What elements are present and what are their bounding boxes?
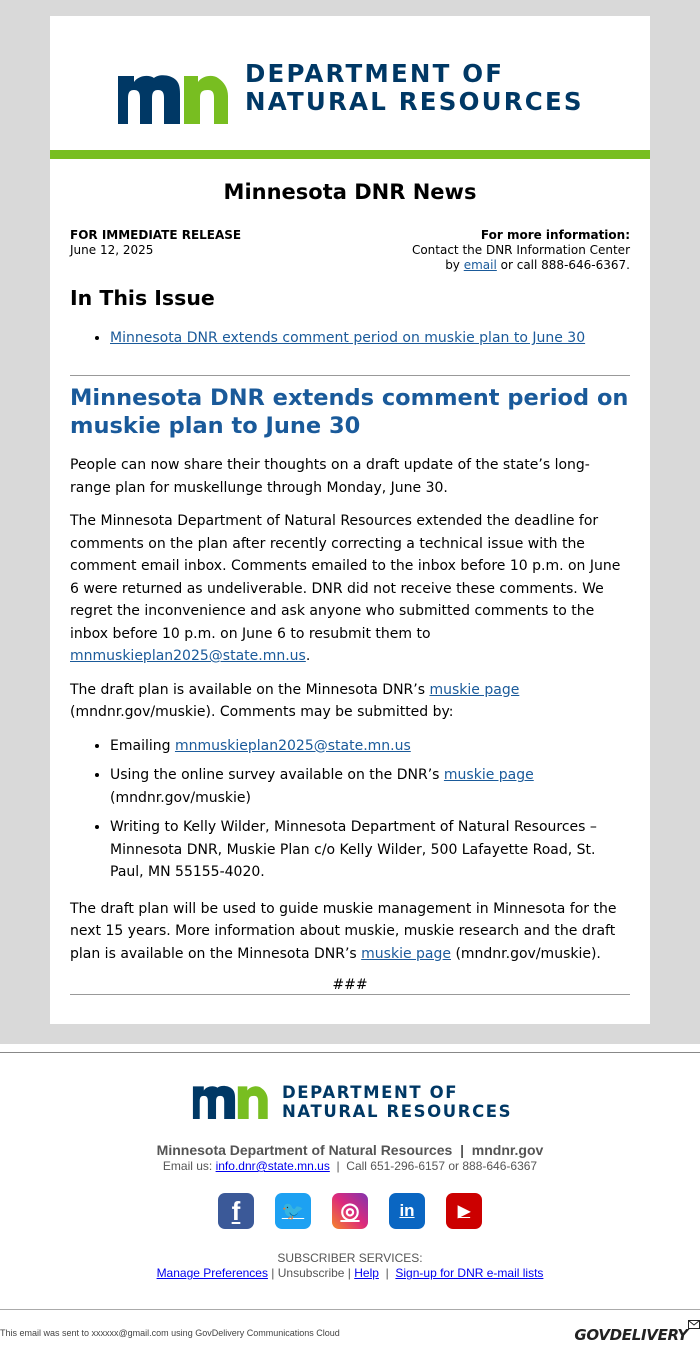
- divider: [70, 994, 630, 995]
- footer-email-link[interactable]: info.dnr@state.mn.us: [215, 1159, 330, 1173]
- twitter-icon[interactable]: 🐦: [275, 1193, 311, 1229]
- article-paragraph: People can now share their thoughts on a draft update of the state’s long-range plan for muskellunge through Monday, June 30.: [70, 457, 590, 496]
- sent-note: This email was sent to xxxxxx@gmail.com using GovDelivery Communications Cloud: [0, 1328, 340, 1338]
- newsletter-card: [50, 16, 650, 1024]
- list-item: [110, 330, 585, 346]
- article-paragraph: The draft plan will be used to guide muskie management in Minnesota for the next 15 years. More information about muskie, muskie research and the draft plan is available on the Minnesota DNR’s muskie page (mndnr.gov/muskie).: [70, 900, 617, 962]
- list-item: • Emailing mnmuskieplan2025@state.mn.us: [110, 735, 630, 758]
- article: [70, 385, 630, 997]
- muskie-plan-email-link[interactable]: mnmuskieplan2025@state.mn.us: [70, 648, 306, 664]
- list-item: • Using the online survey available on the DNR’s muskie page (mndnr.gov/muskie): [110, 764, 630, 809]
- issue-link[interactable]: Minnesota DNR extends comment period on muskie plan to June 30: [110, 330, 586, 346]
- footer-divider: [0, 1052, 700, 1053]
- release-info: [70, 228, 241, 258]
- envelope-icon: [688, 1320, 700, 1329]
- youtube-icon[interactable]: ▶: [446, 1193, 482, 1229]
- muskie-page-link[interactable]: muskie page: [443, 767, 534, 783]
- footer-dnr-logo: [192, 1083, 522, 1123]
- dnr-logo-text: DEPARTMENT OF NATURAL RESOURCES: [245, 59, 584, 116]
- footer-logo-text: DEPARTMENT OF NATURAL RESOURCES: [282, 1083, 513, 1121]
- more-info-by: by: [445, 258, 464, 272]
- end-mark: ###: [332, 977, 368, 993]
- release-date: June 12, 2025: [70, 243, 154, 257]
- manage-preferences-link[interactable]: Manage Preferences: [156, 1266, 268, 1280]
- muskie-page-link[interactable]: muskie page: [361, 945, 451, 962]
- page-title: Minnesota DNR News: [223, 180, 477, 204]
- in-this-issue-heading: In This Issue: [70, 286, 215, 310]
- contact-line: Email us: info.dnr@state.mn.us | Call 651-296-6157 or 888-646-6367: [162, 1159, 538, 1173]
- issue-list: [70, 330, 585, 346]
- more-info-tail: or call 888-646-6367.: [496, 258, 630, 272]
- muskie-page-link[interactable]: muskie page: [429, 681, 520, 698]
- help-link[interactable]: Help: [354, 1266, 379, 1280]
- instagram-icon[interactable]: ◎: [332, 1193, 368, 1229]
- email-link[interactable]: email: [463, 258, 497, 272]
- govdelivery-logo: GOVDELIVERY: [574, 1326, 688, 1344]
- more-info: [412, 228, 630, 273]
- org-line: Minnesota Department of Natural Resources | mndnr.gov: [156, 1142, 544, 1158]
- header-accent-bar: [50, 150, 650, 159]
- social-links: [218, 1193, 488, 1231]
- linkedin-icon[interactable]: in: [389, 1193, 425, 1229]
- muskie-plan-email-link[interactable]: mnmuskieplan2025@state.mn.us: [174, 737, 411, 754]
- list-item: • Writing to Kelly Wilder, Minnesota Department of Natural Resources – Minnesota DNR, Muskie Plan c/o Kelly Wilder, 500 Lafayette Road, St. Paul, MN 55155-4020.: [110, 816, 630, 884]
- mn-logo-mark-icon: [118, 74, 230, 124]
- article-title: Minnesota DNR extends comment period on muskie plan to June 30: [70, 385, 629, 439]
- more-info-label: For more information:: [480, 228, 630, 242]
- more-info-line1: Contact the DNR Information Center: [411, 243, 630, 257]
- divider: [70, 375, 630, 376]
- subscriber-links: Manage Preferences | Unsubscribe | Help | Sign-up for DNR e-mail lists: [156, 1266, 544, 1280]
- mn-logo-mark-icon: [192, 1085, 270, 1119]
- article-paragraph: The Minnesota Department of Natural Resources extended the deadline for comments on the plan after recently correcting a technical issue with the comment email inbox. Comments emailed to the inbox before 10 p.m. on June 6 were returned as undeliverable. DNR did not receive these comments. We regret the inconvenience and ask anyone who submitted comments to the inbox before 10 p.m. on June 6 to resubmit them to mnmuskieplan2025@state.mn.us.: [70, 513, 621, 664]
- signup-link[interactable]: Sign-up for DNR e-mail lists: [395, 1266, 544, 1280]
- bottom-divider: [0, 1309, 700, 1310]
- release-label: FOR IMMEDIATE RELEASE: [70, 228, 242, 242]
- subscriber-services-heading: SUBSCRIBER SERVICES:: [277, 1251, 423, 1265]
- submission-methods-list: [70, 735, 630, 884]
- dnr-logo: [118, 60, 588, 124]
- article-paragraph: The draft plan is available on the Minnesota DNR’s muskie page (mndnr.gov/muskie). Comments may be submitted by:: [70, 681, 520, 720]
- facebook-icon[interactable]: f: [218, 1193, 254, 1229]
